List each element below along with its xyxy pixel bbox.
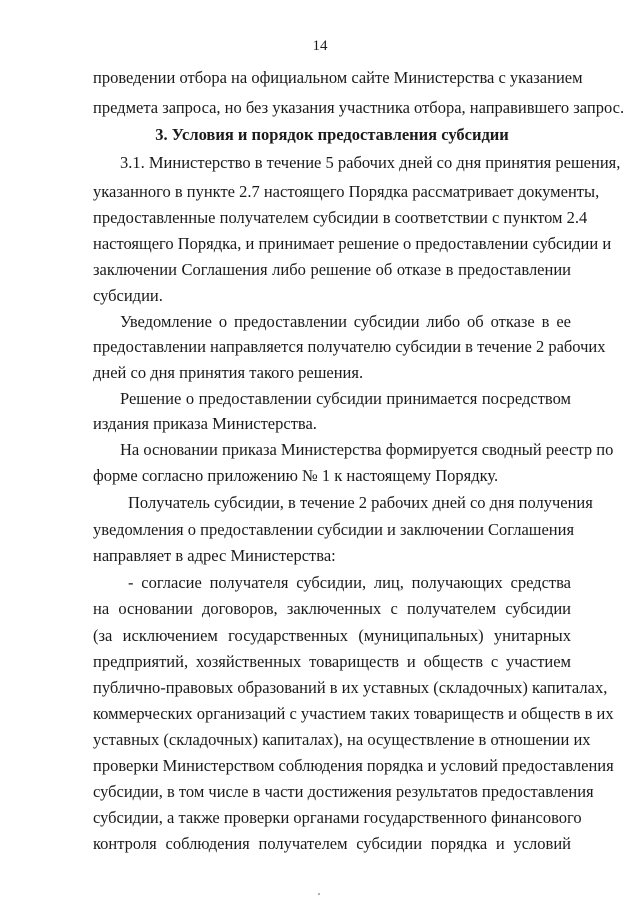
text-line: Решение о предоставлении субсидии принимается посредством — [120, 389, 571, 408]
text-line: на основании договоров, заключенных с получателем субсидии — [93, 599, 571, 618]
page-number: 14 — [312, 38, 328, 54]
text-line: настоящего Порядка, и принимает решение о предоставлении субсидии и — [93, 234, 612, 253]
text-line: предоставленные получателем субсидии в соответствии с пунктом 2.4 — [93, 208, 588, 227]
text-line: - согласие получателя субсидии, лиц, получающих средства — [128, 573, 571, 592]
text-line: указанного в пункте 2.7 настоящего Порядка рассматривает документы, — [93, 182, 600, 201]
text-line: 3.1. Министерство в течение 5 рабочих дней со дня принятия решения, — [120, 153, 621, 172]
text-line: (за исключением государственных (муниципальных) унитарных — [93, 626, 571, 645]
text-line: Получатель субсидии, в течение 2 рабочих дней со дня получения — [128, 493, 593, 512]
text-line: коммерческих организаций с участием таких товариществ и обществ в их — [93, 704, 614, 723]
text-line: субсидии, в том числе в части достижения результатов предоставления — [93, 782, 594, 801]
text-line: Уведомление о предоставлении субсидии либо об отказе в ее — [120, 312, 571, 331]
text-line: субсидии, а также проверки органами государственного финансового — [93, 808, 582, 827]
text-line: издания приказа Министерства. — [93, 414, 317, 433]
text-line: контроля соблюдения получателем субсидии порядка и условий — [93, 834, 571, 853]
text-line: заключении Соглашения либо решение об отказе в предоставлении — [93, 260, 571, 279]
text-line: проверки Министерством соблюдения порядка и условий предоставления — [93, 756, 614, 775]
section-heading: 3. Условия и порядок предоставления субсидии — [155, 125, 509, 144]
text-line: субсидии. — [93, 286, 163, 305]
text-line: уведомления о предоставлении субсидии и заключении Соглашения — [93, 520, 575, 539]
text-line: уставных (складочных) капиталах), на осуществление в отношении их — [93, 730, 591, 749]
text-line: дней со дня принятия такого решения. — [93, 363, 364, 382]
text-line: предмета запроса, но без указания участника отбора, направившего запрос. — [93, 98, 625, 117]
scan-speck — [318, 893, 320, 895]
text-line: На основании приказа Министерства формируется сводный реестр по — [120, 440, 614, 459]
text-line: направляет в адрес Министерства: — [93, 546, 336, 565]
text-line: предприятий, хозяйственных товариществ и обществ с участием — [93, 652, 571, 671]
text-line: проведении отбора на официальном сайте Министерства с указанием — [93, 68, 583, 87]
text-line: предоставлении направляется получателю субсидии в течение 2 рабочих — [93, 337, 606, 356]
text-line: форме согласно приложению № 1 к настоящему Порядку. — [93, 466, 499, 485]
text-line: публично-правовых образований в их уставных (складочных) капиталах, — [93, 678, 608, 697]
